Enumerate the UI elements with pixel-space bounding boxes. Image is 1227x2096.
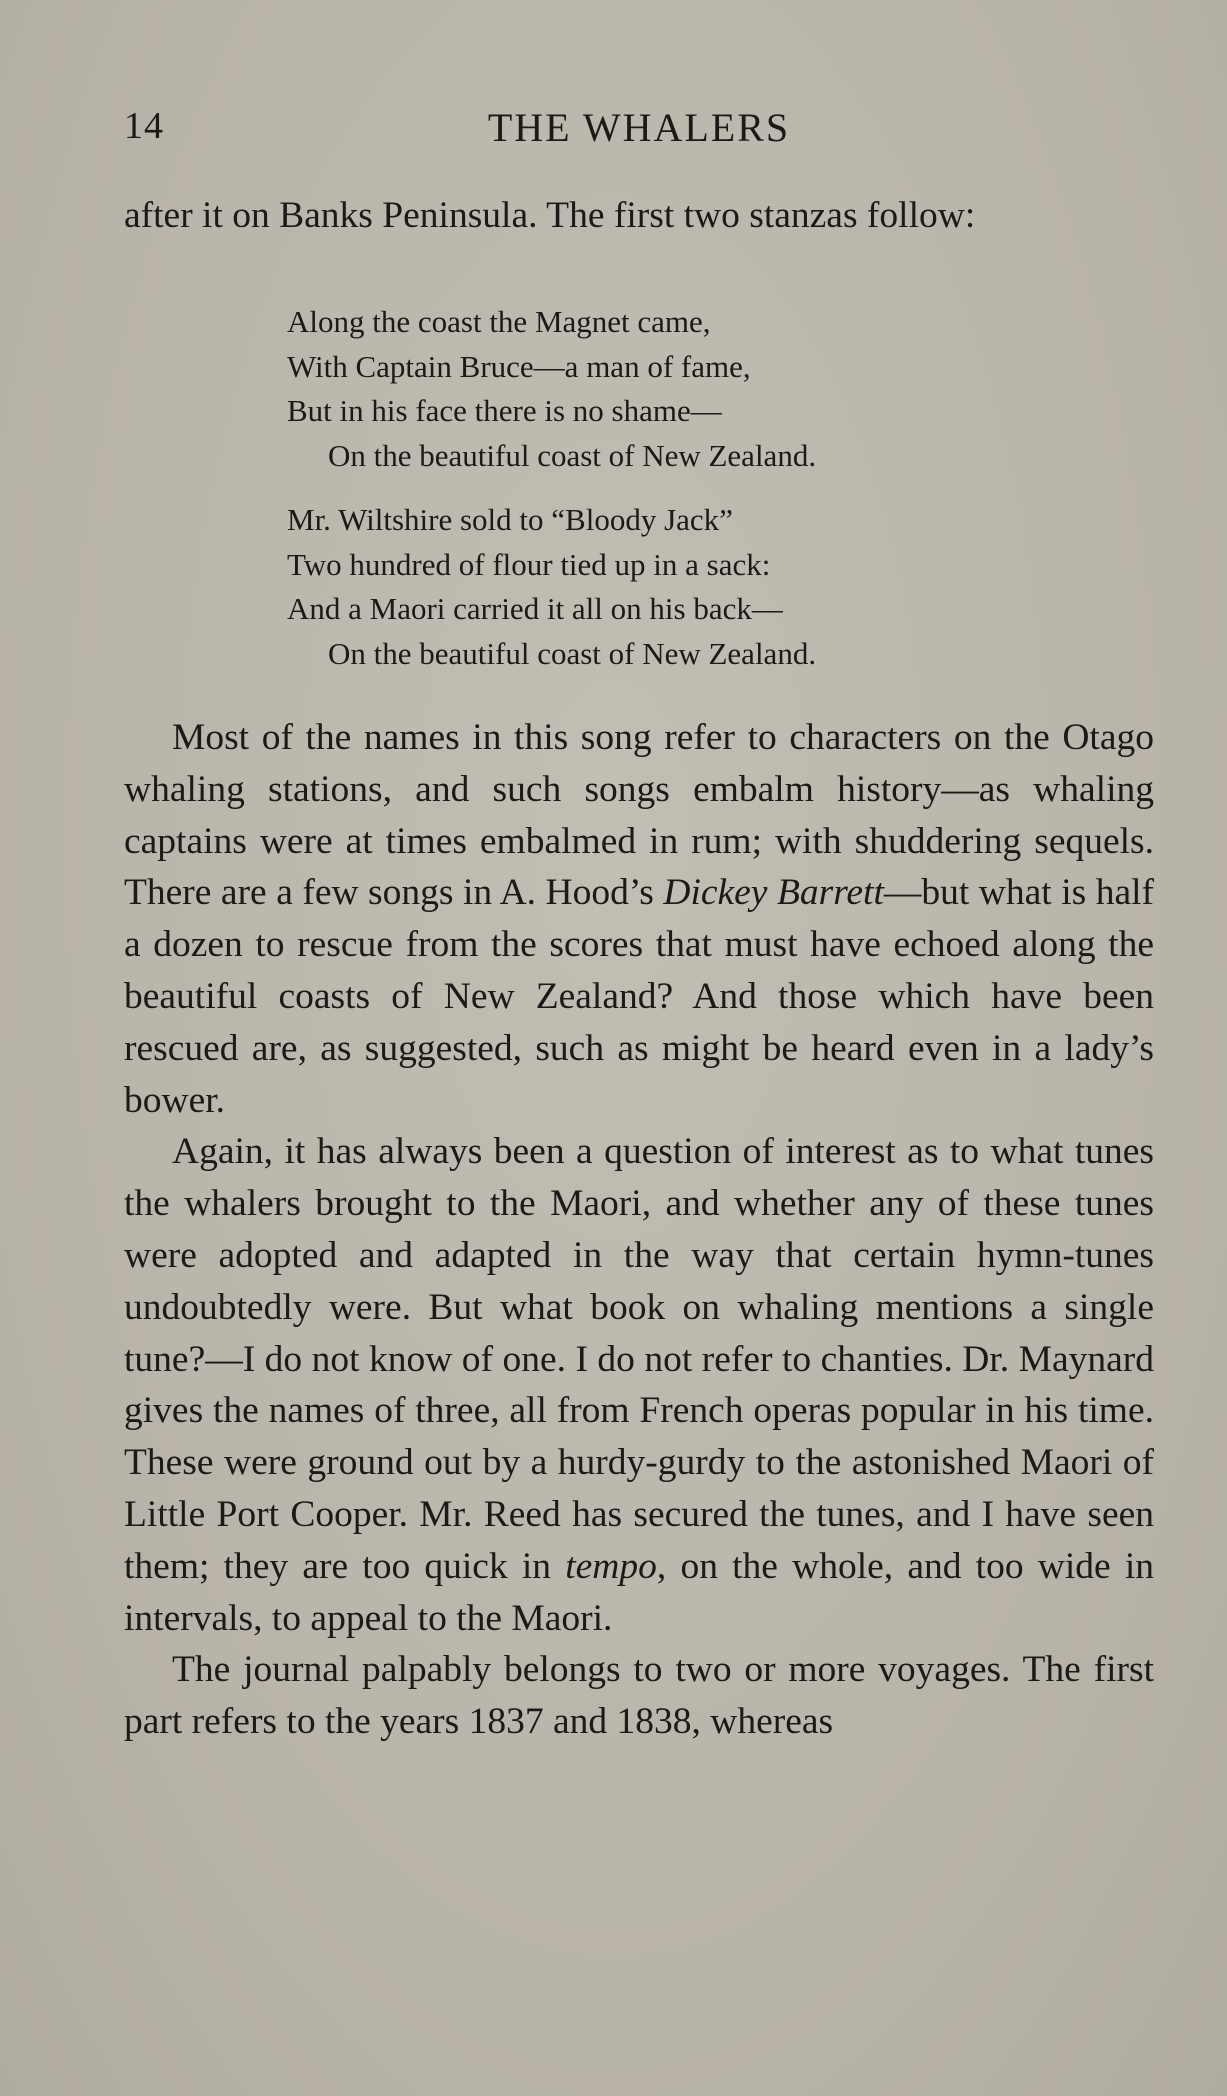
- paragraph-2-part-1: Again, it has always been a question of interest as to what tunes the whalers brought to the Maori, and whether any of these tunes were adopted and adapted in the way that certain hymn-tunes undoubtedly were. But what book on whaling mentions a single tune?—I do not know of one. I do not refer to chanties. Dr. Maynard gives the names of three, all from French operas popular in his time. These were ground out by a hurdy-gurdy to the astonished Maori of Little Port Cooper. Mr. Reed has secured the tunes, and I have seen them; they are too quick in: [124, 1131, 1154, 1587]
- book-title-dickey-barrett: Dickey Barrett: [663, 872, 884, 914]
- main-text: [124, 712, 1154, 1748]
- intro-text: after it on Banks Peninsula. The first two stanzas follow:: [124, 195, 976, 236]
- stanza-2-line-1: Mr. Wiltshire sold to “Bloody Jack”: [287, 502, 733, 537]
- paragraph-1-part-1: Most of the names in this song refer to characters on the Otago whaling stations, and such songs embalm history—as whaling captains were at times embalmed in rum; with shuddering sequels. There are a few songs in A. Hood’s: [124, 717, 1154, 914]
- italic-tempo: tempo: [565, 1545, 657, 1587]
- intro-paragraph: [124, 190, 1154, 242]
- paragraph-2-part-2: , on the whole, and too wide in intervals, to appeal to the Maori.: [124, 1545, 1154, 1639]
- stanza-2-refrain: On the beautiful coast of New Zealand.: [328, 635, 817, 671]
- page-header: [124, 104, 1154, 154]
- song-stanza-2: [287, 498, 816, 676]
- stanza-1-line-2: With Captain Bruce—a man of fame,: [287, 348, 751, 384]
- song-stanza-1: [287, 300, 816, 478]
- paragraph-journal: The journal palpably belongs to two or more voyages. The first part refers to the years 1837 and 1838, whereas: [124, 1649, 1154, 1743]
- page-number: 14: [124, 105, 164, 147]
- stanza-1-line-1: Along the coast the Magnet came,: [287, 304, 711, 339]
- stanza-2-line-3: And a Maori carried it all on his back—: [287, 591, 783, 626]
- running-title: THE WHALERS: [487, 105, 791, 150]
- paragraph-tunes: [124, 1126, 1154, 1644]
- paragraph-1-part-2: —but what is half a dozen to rescue from the scores that must have echoed along the beautiful coasts of New Zealand? And those which have been rescued are, as suggested, such as might be heard even in a lady’s bower.: [124, 872, 1155, 1121]
- stanza-2-line-2: Two hundred of flour tied up in a sack:: [287, 546, 771, 582]
- stanza-1-line-3: But in his face there is no shame—: [287, 393, 722, 428]
- stanza-1-refrain: On the beautiful coast of New Zealand.: [328, 437, 817, 473]
- paragraph-song-names: [124, 712, 1154, 1126]
